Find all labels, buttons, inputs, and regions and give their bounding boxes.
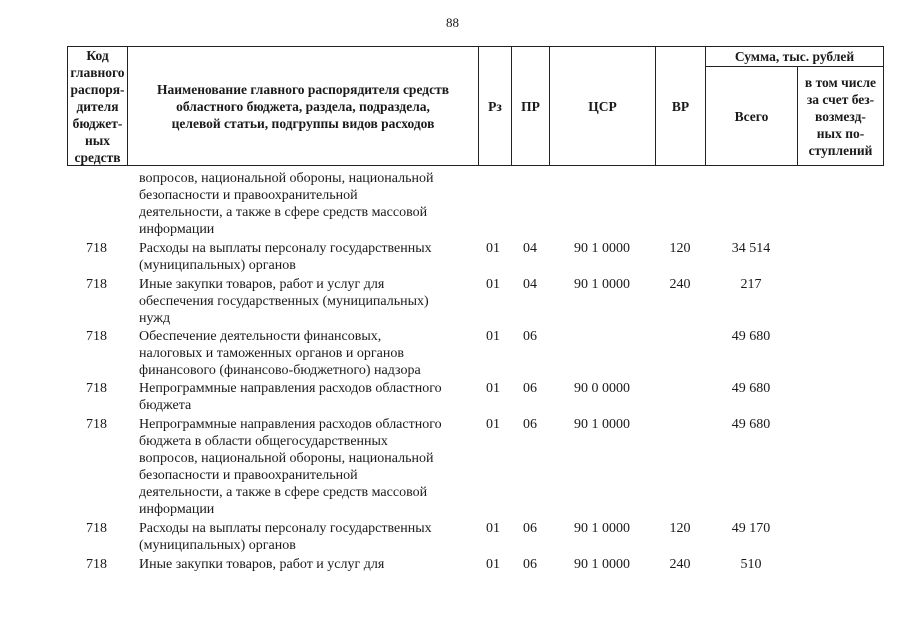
row-total: 49 680: [731, 381, 771, 396]
header-pr: ПР: [521, 98, 540, 114]
row-csr: 90 1 0000: [574, 417, 630, 432]
row-rz: 01: [486, 557, 500, 572]
row-rz: 01: [486, 417, 500, 432]
row-csr: 90 1 0000: [574, 521, 630, 536]
row-pr: 06: [523, 381, 537, 396]
header-name: Наименование главного распорядителя средств областного бюджета, раздела, подраздела, целевой статьи, подгруппы видов расходов: [156, 81, 449, 131]
row-code: 718: [86, 417, 107, 432]
row-pr: 06: [523, 557, 537, 572]
header-vr: ВР: [671, 98, 690, 114]
row-pr: 06: [523, 417, 537, 432]
table-header: [67, 46, 884, 166]
header-total: Всего: [734, 108, 769, 124]
row-total: 510: [740, 557, 762, 572]
row-csr: 90 1 0000: [574, 277, 630, 292]
row-name: вопросов, национальной обороны, национальной безопасности и правоохранительной деятельности, а также в сфере средств массовой информации: [139, 171, 434, 237]
row-pr: 06: [523, 329, 537, 344]
row-vr: 120: [669, 241, 691, 256]
row-rz: 01: [486, 241, 500, 256]
row-code: 718: [86, 241, 107, 256]
row-name: Непрограммные направления расходов областного бюджета в области общегосударственных вопросов, национальной обороны, национальной безопасности и правоохранительной деятельности, а также в сфере средств массовой информации: [139, 417, 442, 517]
row-name: Расходы на выплаты персоналу государственных (муниципальных) органов: [139, 241, 432, 273]
header-sum: Сумма, тыс. рублей: [734, 49, 855, 64]
header-code: Код главного распоря- дителя бюджет- ных средств: [70, 47, 125, 165]
row-vr: 120: [669, 521, 691, 536]
row-csr: 90 1 0000: [574, 557, 630, 572]
row-code: 718: [86, 277, 107, 292]
row-csr: 90 1 0000: [574, 241, 630, 256]
header-free: в том числе за счет без- возмезд- ных по- ступлений: [804, 74, 877, 158]
row-name: Обеспечение деятельности финансовых, налоговых и таможенных органов и органов финансового (финансово-бюджетного) надзора: [139, 329, 421, 378]
row-csr: 90 0 0000: [574, 381, 630, 396]
row-rz: 01: [486, 277, 500, 292]
header-rz: Рз: [488, 98, 502, 114]
row-code: 718: [86, 381, 107, 396]
row-code: 718: [86, 557, 107, 572]
row-name: Непрограммные направления расходов областного бюджета: [139, 381, 442, 413]
row-vr: 240: [669, 277, 691, 292]
header-csr: ЦСР: [588, 98, 617, 114]
row-pr: 04: [523, 277, 537, 292]
row-total: 49 170: [731, 521, 771, 536]
page-number: 88: [446, 15, 459, 30]
row-code: 718: [86, 521, 107, 536]
row-total: 217: [740, 277, 762, 292]
row-total: 34 514: [731, 241, 771, 256]
row-name: Иные закупки товаров, работ и услуг для обеспечения государственных (муниципальных) нужд: [139, 277, 429, 326]
row-rz: 01: [486, 381, 500, 396]
row-name: Расходы на выплаты персоналу государственных (муниципальных) органов: [139, 521, 432, 553]
row-rz: 01: [486, 329, 500, 344]
row-code: 718: [86, 329, 107, 344]
row-total: 49 680: [731, 329, 771, 344]
row-pr: 04: [523, 241, 537, 256]
row-total: 49 680: [731, 417, 771, 432]
row-name: Иные закупки товаров, работ и услуг для: [139, 557, 385, 572]
row-pr: 06: [523, 521, 537, 536]
row-rz: 01: [486, 521, 500, 536]
row-vr: 240: [669, 557, 691, 572]
